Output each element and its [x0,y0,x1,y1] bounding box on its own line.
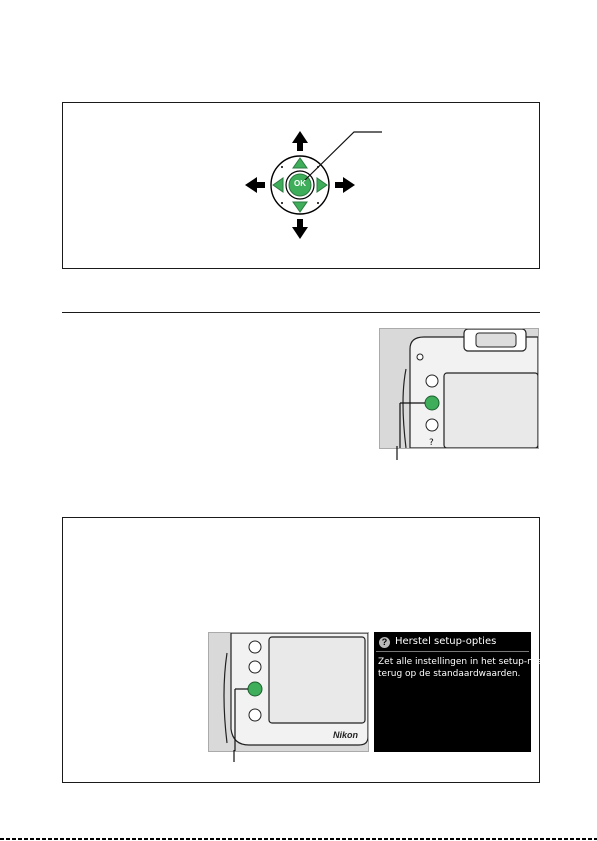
multiselector-figure-box [62,102,540,269]
help-screen-line-2: terug op de standaardwaarden. [378,669,521,679]
camera-body-photo [208,632,369,752]
help-question-icon: ? [379,637,390,648]
callout-pointer [232,750,236,762]
brand-logo: Nikon [332,730,358,740]
help-title-divider [376,651,529,652]
svg-text:?: ? [429,438,434,448]
section-divider [62,312,540,313]
help-screen [374,632,553,752]
help-figure-box [62,517,553,783]
camera-back-photo [379,328,539,449]
callout-pointer [395,446,399,460]
page-bottom-edge [0,838,597,840]
help-screen-line-1: Zet alle instellingen in het setup-menu [378,657,553,667]
help-screen-title: Herstel setup-opties [395,636,497,647]
ok-button-label: OK [294,179,306,188]
camera-back-icon [380,329,538,448]
